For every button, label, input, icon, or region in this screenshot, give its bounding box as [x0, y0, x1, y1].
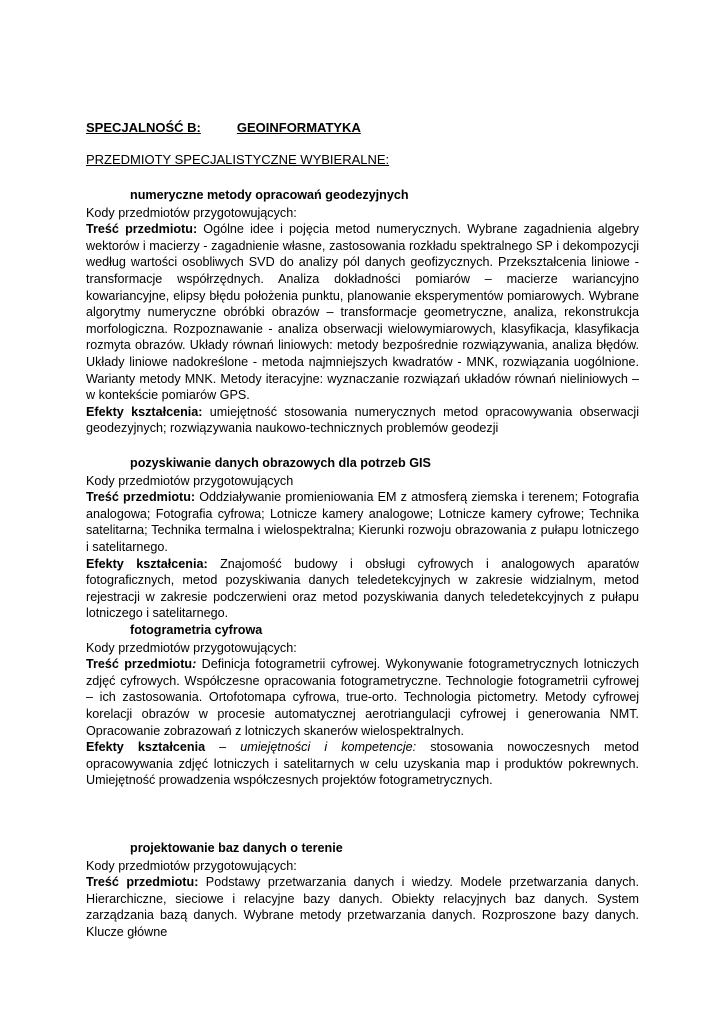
effects-italic: umiejętności i kompetencje: — [240, 740, 417, 755]
course-section — [86, 840, 639, 941]
course-content — [86, 489, 639, 555]
effects-text: umiejętność stosowania numerycznych metod opracowywania obserwacji geodezyjnych; rozwiązywania naukowo-technicznych problemów geodezji — [86, 404, 639, 436]
content-text: Definicja fotogrametrii cyfrowej. Wykonywanie fotogrametrycznych lotniczych zdjęć cyfrowych. Współczesne opracowania fotogrametryczne. Technologie fotogrametrii cyfrowej – ich zastosowania. Ortofotomapa cyfrowa, true-orto. Technologia pictometry. Metody cyfrowej korelacji obrazów w procesie automatycznej aerotriangulacji cyfrowej i generowania NMT. Opracowanie zobrazowań z lotniczych skanerów wielospektralnych. — [86, 657, 639, 738]
course-section — [86, 187, 639, 437]
course-title: numeryczne metody opracowań geodezyjnych — [130, 188, 409, 202]
effects-label: Efekty kształcenia: — [86, 556, 208, 571]
content-text: Ogólne idee i pojęcia metod numerycznych. Wybrane zagadnienia algebry wektorów i macierzy - zagadnienie własne, zastosowania rozkładu spektralnego SP i dekompozycji według wartości osobliwych SVD do analizy pól danych geofizycznych. Przekształcenia liniowe - transformacje współrzędnych. Analiza dokładności pomiarów – macierze wariancyjno kowariancyjne, elipsy błędu położenia punktu, planowanie eksperymentów pomiarowych. Wybrane algorytmy numeryczne obróbki obrazów – transformacje geometryczne, analiza, rekonstrukcja morfologiczna. Rozpoznawanie - analiza obserwacji wielowymiarowych, klasyfikacja, klasyfikacja rozmyta obrazów. Układy równań liniowych: metody bezpośrednie rozwiązywania, analiza błędów. Układy liniowe nadokreślone - metoda najmniejszych kwadratów - MNK, rozwiązania uogólnione. Warianty metody MNK. Metody iteracyjne: wyznaczanie rozwiązań układów równań nieliniowych – w kontekście pomiarów GPS. — [86, 222, 639, 403]
effects-label: Efekty kształcenia — [86, 740, 206, 755]
specialty-heading — [86, 120, 361, 135]
content-text: Podstawy przetwarzania danych i wiedzy. Modele przetwarzania danych. Hierarchiczne, sieciowe i relacyjne bazy danych. Obiekty relacyjnych baz danych. System zarządzania bazą danych. Wybrane metody przetwarzania danych. Rozproszone bazy danych. Klucze główne — [86, 875, 639, 939]
content-label: Treść przedmiotu: — [86, 222, 198, 237]
effects-label: Efekty kształcenia: — [86, 404, 203, 419]
content-colon: : — [192, 657, 197, 672]
course-effects — [86, 739, 639, 789]
course-title: fotogrametria cyfrowa — [130, 623, 263, 637]
course-section — [86, 455, 639, 622]
specialty-name: GEOINFORMATYKA — [236, 120, 361, 135]
course-effects — [86, 404, 639, 437]
course-content — [86, 221, 639, 404]
specialty-label: SPECJALNOŚĆ B: — [86, 120, 201, 135]
course-section — [86, 622, 639, 789]
effects-dash: – — [205, 740, 241, 755]
subtitle: PRZEDMIOTY SPECJALISTYCZNE WYBIERALNE: — [86, 152, 390, 167]
prep-codes: Kody przedmiotów przygotowujących — [86, 473, 294, 488]
course-effects — [86, 556, 639, 622]
content-label: Treść przedmiotu: — [86, 490, 196, 505]
prep-codes: Kody przedmiotów przygotowujących: — [86, 858, 297, 873]
content-text: Oddziaływanie promieniowania EM z atmosferą ziemska i terenem; Fotografia analogowa; Fotografia cyfrowa; Lotnicze kamery analogowe; Lotnicze kamery cyfrowe; Technika satelitarna; Technika termalna i wielospektralna; Kierunki rozwoju obrazowania z pułapu lotniczego i satelitarnego. — [86, 490, 640, 554]
prep-codes: Kody przedmiotów przygotowujących: — [86, 205, 297, 220]
course-content — [86, 874, 639, 940]
effects-text: stosowania nowoczesnych metod opracowywania zdjęć lotniczych i satelitarnych w celu uzyskania map i produktów pokrewnych. Umiejętność prowadzenia współczesnych projektów fotogrametrycznych. — [86, 740, 639, 788]
content-label: Treść przedmiotu — [86, 657, 193, 672]
prep-codes: Kody przedmiotów przygotowujących: — [86, 640, 297, 655]
effects-text: Znajomość budowy i obsługi cyfrowych i analogowych aparatów fotograficznych, metod pozyskiwania danych teledetekcyjnych w zakresie widzialnym, metod rejestracji w zakresie podczerwieni oraz metod pozyskiwania danych teledetekcyjnych z pułapu lotniczego i satelitarnego. — [86, 556, 639, 621]
course-title: projektowanie baz danych o terenie — [130, 841, 343, 855]
course-title: pozyskiwanie danych obrazowych dla potrzeb GIS — [130, 456, 431, 470]
content-label: Treść przedmiotu: — [86, 875, 199, 890]
course-content — [86, 656, 639, 739]
